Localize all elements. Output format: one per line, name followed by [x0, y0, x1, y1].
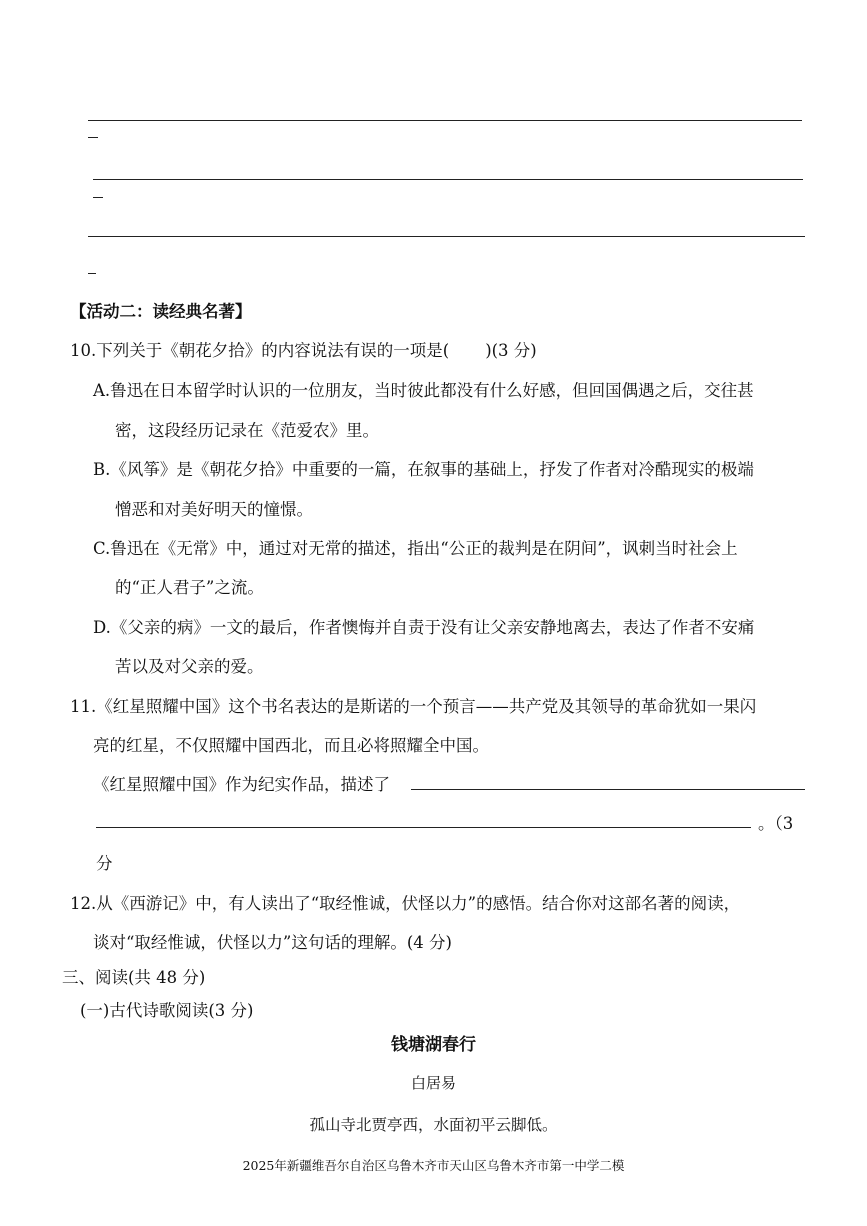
q12-line2: 谈对“取经惟诚，伏怪以力”这句话的理解。(4 分)	[93, 933, 452, 952]
q11-end-mark: 。（3	[758, 814, 794, 833]
q11-prompt: 《红星照耀中国》作为纪实作品，描述了	[93, 775, 390, 794]
q10-option-b-line1: B.《风筝》是《朝花夕拾》中重要的一篇，在叙事的基础上，抒发了作者对冷酷现实的极端	[93, 460, 754, 479]
q11-score-tail: 分	[96, 854, 113, 873]
q11-line2: 亮的红星，不仅照耀中国西北，而且必将照耀全中国。	[93, 736, 489, 755]
q10-option-b-line2: 憎恶和对美好明天的憧憬。	[115, 500, 313, 519]
q10-option-d-line2: 苦以及对父亲的爱。	[115, 657, 264, 676]
poem-line-1: 孤山寺北贾亭西，水面初平云脚低。	[309, 1116, 558, 1134]
answer-line-2[interactable]	[93, 179, 803, 180]
q10-stem	[70, 337, 537, 361]
q11-line1: 11.《红星照耀中国》这个书名表达的是斯诺的一个预言——共产党及其领导的革命犹如一果闪	[70, 697, 757, 716]
q12-line1: 12.从《西游记》中，有人读出了“取经惟诚，伏怪以力”的感悟。结合你对这部名著的阅读，	[70, 894, 741, 913]
q10-option-c-line2: 的“正人君子”之流。	[115, 578, 264, 597]
q10-option-a-line1: A.鲁迅在日本留学时认识的一位朋友，当时彼此都没有什么好感，但回国偶遇之后，交往甚	[93, 381, 754, 400]
q10-stem-text: 10.下列关于《朝花夕拾》的内容说法有误的一项是(	[70, 341, 450, 360]
q10-option-a-line2: 密，这段经历记录在《范爱农》里。	[115, 421, 379, 440]
subsection-1-heading: (一)古代诗歌阅读(3 分)	[80, 1001, 254, 1020]
poem-author: 白居易	[410, 1074, 456, 1092]
q10-option-c-line1: C.鲁迅在《无常》中，通过对无常的描述，指出“公正的裁判是在阴间”，讽刺当时社会上	[93, 539, 738, 558]
answer-line-2-tail	[93, 197, 103, 198]
q11-answer-line-2[interactable]	[96, 827, 751, 828]
activity-heading: 【活动二：读经典名著】	[70, 302, 252, 321]
answer-line-1[interactable]	[88, 120, 802, 121]
q10-stem-tail: )(3 分)	[485, 341, 537, 360]
answer-line-1-tail	[88, 137, 98, 138]
answer-line-3[interactable]	[88, 236, 805, 237]
page-footer: 2025年新疆维吾尔自治区乌鲁木齐市天山区乌鲁木齐市第一中学二模	[242, 1158, 625, 1173]
q11-answer-line-1[interactable]	[411, 789, 805, 790]
section-3-heading: 三、阅读(共 48 分)	[62, 968, 206, 987]
answer-line-3-tail	[88, 273, 96, 274]
q10-option-d-line1: D.《父亲的病》一文的最后，作者懊悔并自责于没有让父亲安静地离去，表达了作者不安痛	[93, 618, 755, 637]
poem-title: 钱塘湖春行	[391, 1035, 476, 1055]
